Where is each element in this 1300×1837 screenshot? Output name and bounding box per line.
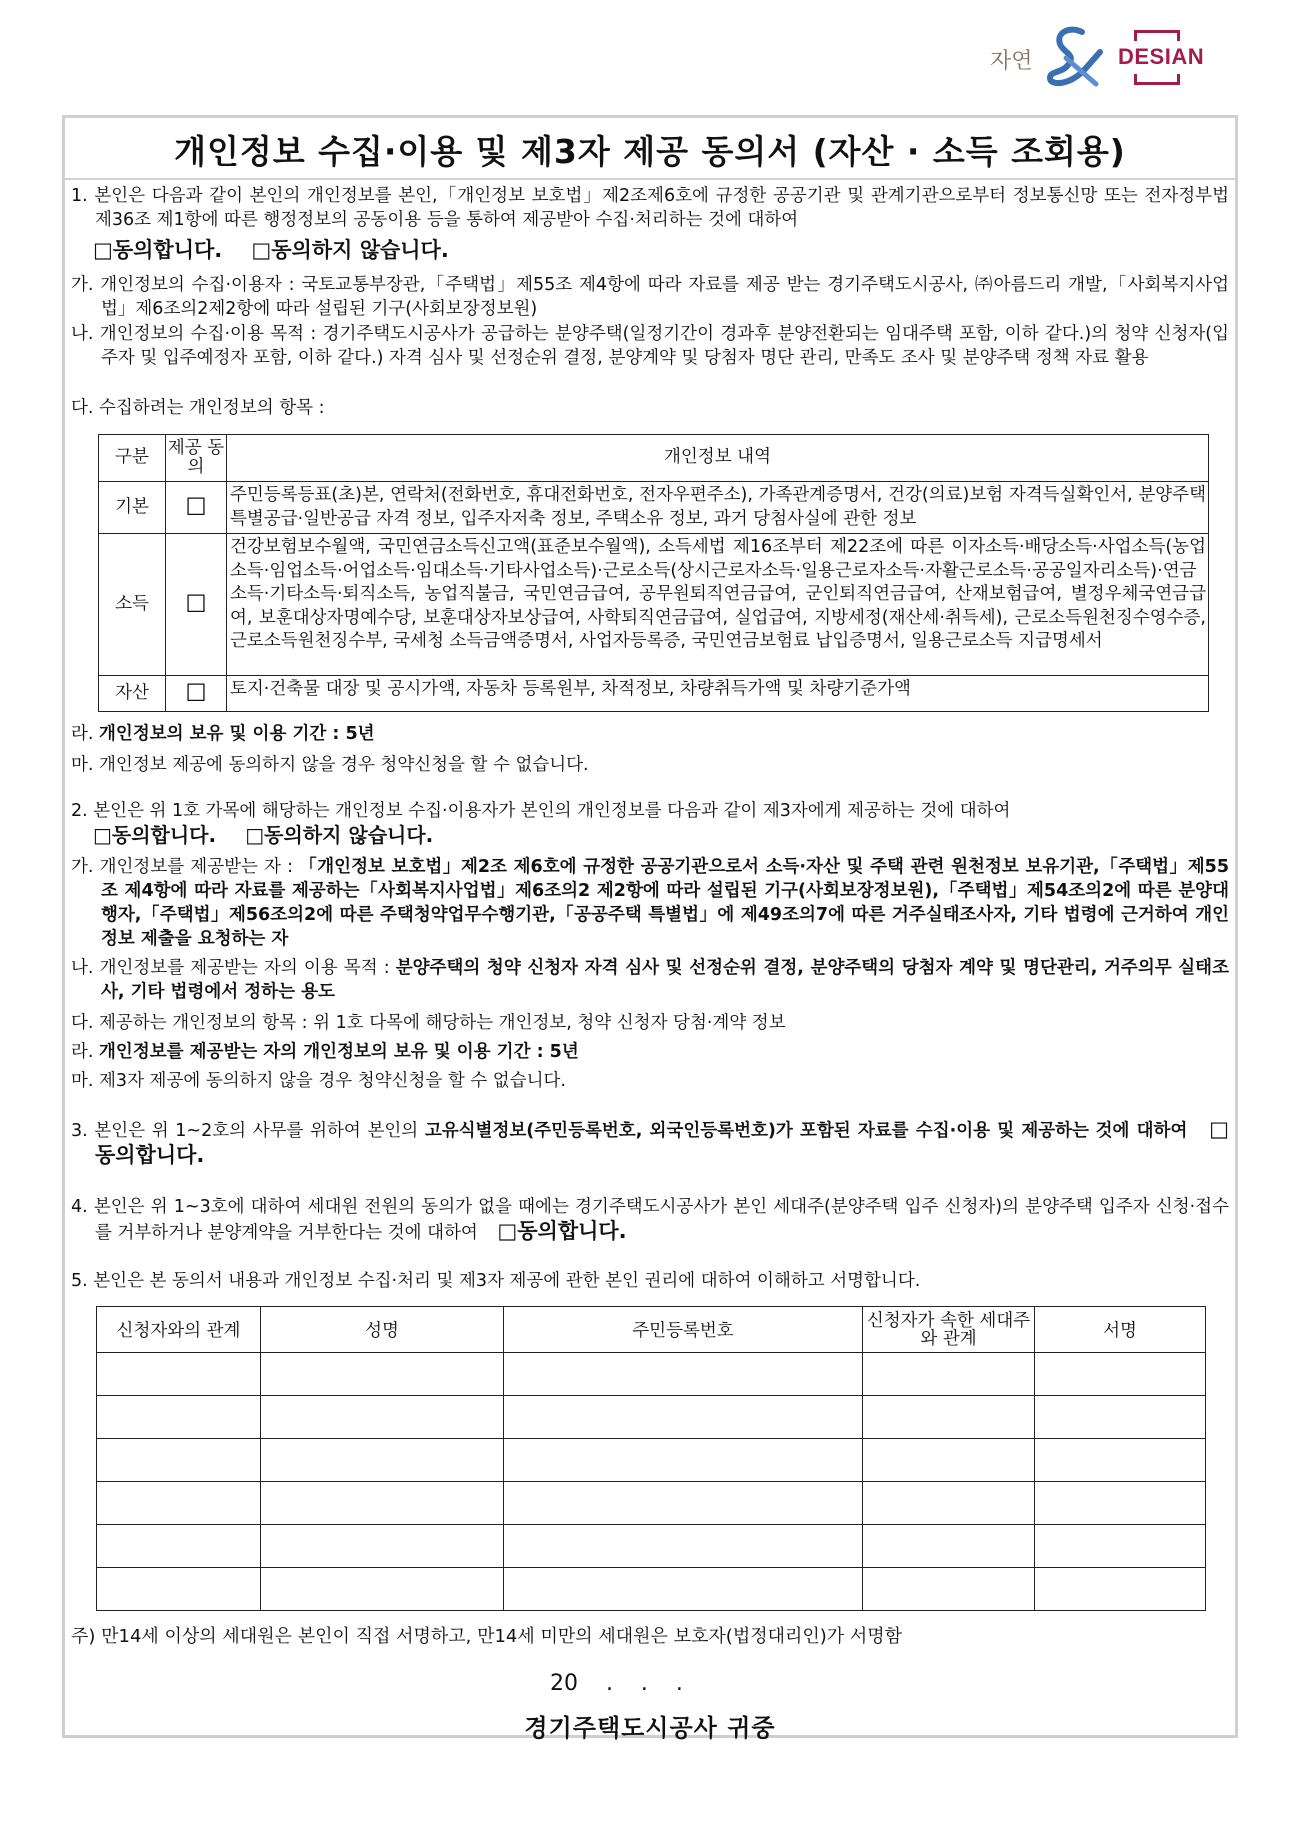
section2-intro: 2. 본인은 위 1호 가목에 해당하는 개인정보 수집·이용자가 본인의 개인정보를 다음과 같이 제3자에게 제공하는 것에 대하여 (71, 801, 1011, 821)
income-consent-checkbox[interactable]: ☐ (166, 534, 227, 676)
section2-disagree-checkbox[interactable]: □동의하지 않습니다. (245, 823, 434, 847)
section1-item-ga: 가. 개인정보의 수집·이용자 : 국토교통부장관,「주택법」제55조 제4항에 따라 자료를 제공 받는 경기주택도시공사, ㈜아름드리 개발,「사회복지사업법」제6조의2제2항에 따라 설립된 기구(사회보장정보원) (71, 275, 1229, 319)
header-household-relationship: 신청자가 속한 세대주와 관계 (863, 1307, 1035, 1353)
row-details: 건강보험보수월액, 국민연금소득신고액(표준보수월액), 소득세법 제16조부터 제22조에 따른 이자소득·배당소득·사업소득(농업소득·임업소득·어업소득·임대소득·기타사업소득)·근로소득(상시근로자소득·일용근로자소득·자활근로소득·공공일자리소득)·연금소득·기타소득·퇴직소득, 농업직불금, 국민연금급여, 공무원퇴직연금급여, 군인퇴직연금급여, 산재보험급여, 별정우체국연금급여, 보훈대상자명예수당, 보훈대상자보상급여, 사학퇴직연금급여, 실업급여, 지방세정(재산세·취득세), 근로소득원천징수영수증, 근로소득원천징수부, 국세청 소득금액증명서, 사업자등록증, 국민연금보험료 납입증명서, 일용근로소득 지급명세서 (227, 534, 1209, 676)
section1-item-da: 다. 수집하려는 개인정보의 항목 : (71, 398, 325, 418)
logo-english-text: DESIAN (1118, 44, 1205, 69)
section3-suffix: 것에 대하여 (1095, 1121, 1188, 1141)
header-consent: 제공 동의 (166, 435, 227, 482)
desian-logo (1110, 30, 1210, 84)
section2-item-da: 다. 제공하는 개인정보의 항목 : 위 1호 다목에 해당하는 개인정보, 청약 신청자 당첨·계약 정보 (71, 1013, 786, 1033)
row-details: 주민등록등표(초)본, 연락처(전화번호, 휴대전화번호, 전자우편주소), 가족관계증명서, 건강(의료)보험 자격득실확인서, 분양주택 특별공급·일반공급 자격 정보, 입주자저축 정보, 주택소유 정보, 과거 당첨사실에 관한 정보 (227, 482, 1209, 534)
section1-item-ma: 마. 개인정보 제공에 동의하지 않을 경우 청약신청을 할 수 없습니다. (71, 755, 589, 775)
resident-number-field[interactable] (504, 1396, 863, 1439)
section2-ra-prefix: 라. (71, 1042, 100, 1062)
household-relationship-field[interactable] (863, 1525, 1035, 1568)
section4-agree-checkbox[interactable]: □동의합니다. (497, 1219, 627, 1243)
brand-logo (990, 24, 1220, 88)
signature-field[interactable] (1035, 1525, 1206, 1568)
header-details: 개인정보 내역 (227, 435, 1209, 482)
recipient-organization: 경기주택도시공사 귀중 (524, 1714, 776, 1742)
signature-field[interactable] (1035, 1439, 1206, 1482)
name-field[interactable] (261, 1396, 504, 1439)
table-row (97, 1482, 1206, 1525)
resident-number-field[interactable] (504, 1568, 863, 1611)
asset-consent-checkbox[interactable]: ☐ (166, 676, 227, 712)
name-field[interactable] (261, 1353, 504, 1396)
section1-agree-checkbox[interactable]: □동의합니다. (93, 238, 223, 262)
signature-header-row (97, 1307, 1206, 1353)
ampersand-logo-icon (1030, 24, 1110, 88)
table-row (97, 1353, 1206, 1396)
household-relationship-field[interactable] (863, 1439, 1035, 1482)
personal-info-items-table (98, 434, 1209, 712)
relationship-field[interactable] (97, 1525, 261, 1568)
resident-number-field[interactable] (504, 1439, 863, 1482)
resident-number-field[interactable] (504, 1525, 863, 1568)
table-header-row (99, 435, 1209, 482)
section1-consent-options (93, 238, 449, 264)
relationship-field[interactable] (97, 1439, 261, 1482)
resident-number-field[interactable] (504, 1482, 863, 1525)
household-relationship-field[interactable] (863, 1353, 1035, 1396)
section1-ra-text: 개인정보의 보유 및 이용 기간 : 5년 (99, 724, 375, 744)
section2-na-prefix: 나. 개인정보를 제공받는 자의 이용 목적 : (71, 958, 396, 978)
section1-intro (71, 184, 1229, 232)
resident-number-field[interactable] (504, 1353, 863, 1396)
header-category: 구분 (99, 435, 166, 482)
logo-bracket-bottom (1134, 74, 1180, 85)
household-relationship-field[interactable] (863, 1568, 1035, 1611)
section5-text: 5. 본인은 본 동의서 내용과 개인정보 수집·처리 및 제3자 제공에 관한 본인 권리에 대하여 이해하고 서명합니다. (71, 1271, 921, 1291)
table-row (97, 1568, 1206, 1611)
row-category: 기본 (99, 482, 166, 534)
basic-consent-checkbox[interactable]: ☐ (166, 482, 227, 534)
section2-item-ma: 마. 제3자 제공에 동의하지 않을 경우 청약신청을 할 수 없습니다. (71, 1071, 566, 1091)
logo-korean-text: 자연 (990, 49, 1033, 74)
table-row (97, 1525, 1206, 1568)
section4-text: 4. 본인은 위 1~3호에 대하여 세대원 전원의 동의가 없을 때에는 경기주택도시공사가 본인 세대주(분양주택 입주 신청자)의 분양주택 입주자 신청·접수를 거부하거나 분양계약을 거부한다는 것에 대하여 (71, 1197, 1229, 1243)
header-signature: 서명 (1035, 1307, 1206, 1353)
signature-field[interactable] (1035, 1353, 1206, 1396)
relationship-field[interactable] (97, 1353, 261, 1396)
header-relationship: 신청자와의 관계 (97, 1307, 261, 1353)
household-relationship-field[interactable] (863, 1396, 1035, 1439)
signature-table (96, 1306, 1206, 1611)
table-row (99, 482, 1209, 534)
section2-ga-prefix: 가. 개인정보를 제공받는 자 : (71, 857, 300, 877)
row-details: 토지·건축물 대장 및 공시가액, 자동차 등록원부, 차적정보, 차량취득가액 및 차량기준가액 (227, 676, 1209, 712)
signature-field[interactable] (1035, 1568, 1206, 1611)
section2-ra-text: 개인정보를 제공받는 자의 개인정보의 보유 및 이용 기간 : 5년 (99, 1042, 579, 1062)
header-resident-number: 주민등록번호 (504, 1307, 863, 1353)
household-relationship-field[interactable] (863, 1482, 1035, 1525)
table-row (99, 676, 1209, 712)
title-divider (65, 178, 1235, 180)
signature-note: 주) 만14세 이상의 세대원은 본인이 직접 서명하고, 만14세 미만의 세대원은 보호자(법정대리인)가 서명함 (71, 1626, 903, 1647)
table-row (97, 1439, 1206, 1482)
document-title: 개인정보 수집·이용 및 제3자 제공 동의서 (자산 · 소득 조회용) (174, 132, 1126, 171)
section3-prefix: 3. 본인은 위 1~2호의 사무를 위하여 본인의 (71, 1121, 425, 1141)
table-row (99, 534, 1209, 676)
name-field[interactable] (261, 1525, 504, 1568)
relationship-field[interactable] (97, 1396, 261, 1439)
section1-intro-text: 1. 본인은 다음과 같이 본인의 개인정보를 본인,「개인정보 보호법」제2조제6호에 규정한 공공기관 및 관계기관으로부터 정보통신망 또는 전자정부법 제36조 제1항에 따른 행정정보의 공동이용 등을 통하여 제공받아 수집·처리하는 것에 대하여 (71, 186, 1229, 230)
document-frame (62, 115, 1238, 1742)
section2-item-ga (71, 855, 1229, 951)
section3-agree-checkbox[interactable]: □동의합니다. (95, 1117, 1229, 1167)
section2-agree-checkbox[interactable]: □동의합니다. (93, 823, 217, 847)
relationship-field[interactable] (97, 1568, 261, 1611)
signature-field[interactable] (1035, 1482, 1206, 1525)
signature-field[interactable] (1035, 1396, 1206, 1439)
row-category: 자산 (99, 676, 166, 712)
section2-item-na (71, 956, 1229, 1004)
relationship-field[interactable] (97, 1482, 261, 1525)
section3 (71, 1117, 1229, 1169)
name-field[interactable] (261, 1482, 504, 1525)
row-category: 소득 (99, 534, 166, 676)
name-field[interactable] (261, 1568, 504, 1611)
logo-bracket-top (1134, 30, 1180, 41)
name-field[interactable] (261, 1439, 504, 1482)
section2-item-ra (71, 1040, 579, 1064)
section1-ra-prefix: 라. (71, 724, 100, 744)
date-line: 20 . . . (550, 1671, 683, 1696)
section1-item-na: 나. 개인정보의 수집·이용 목적 : 경기주택도시공사가 공급하는 분양주택(일정기간이 경과후 분양전환되는 임대주택 포함, 이하 같다.)의 청약 신청자(입주자 및 입주예정자 포함, 이하 같다.) 자격 심사 및 선정순위 결정, 분양계약 및 당첨자 명단 관리, 만족도 조사 및 분양주택 정책 자료 활용 (71, 324, 1229, 368)
section1-item-ra (71, 722, 375, 746)
section1-disagree-checkbox[interactable]: □동의하지 않습니다. (251, 238, 449, 262)
section4 (71, 1195, 1229, 1245)
section3-bold: 고유식별정보(주민등록번호, 외국인등록번호)가 포함된 자료를 수집·이용 및 제공하는 (424, 1121, 1089, 1141)
header-name: 성명 (261, 1307, 504, 1353)
section2-ga-text: 「개인정보 보호법」제2조 제6호에 규정한 공공기관으로서 소득·자산 및 주택 관련 원천정보 보유기관,「주택법」제55조 제4항에 따라 자료를 제공하는「사회복지사업법」제6조의2 제2항에 따라 설립된 기구(사회보장정보원),「주택법」제54조의2에 따른 분양대행자,「주택법」제56조의2에 따른 주택청약업무수행기관,「공공주택 특별법」에 제49조의7에 따른 거주실태조사자, 기타 법령에 근거하여 개인정보 제출을 요청하는 자 (101, 857, 1229, 949)
table-row (97, 1396, 1206, 1439)
section2-consent-options (93, 823, 433, 849)
section2-na-text: 분양주택의 청약 신청자 자격 심사 및 선정순위 결정, 분양주택의 당첨자 계약 및 명단관리, 거주의무 실태조사, 기타 법령에서 정하는 용도 (101, 958, 1229, 1002)
